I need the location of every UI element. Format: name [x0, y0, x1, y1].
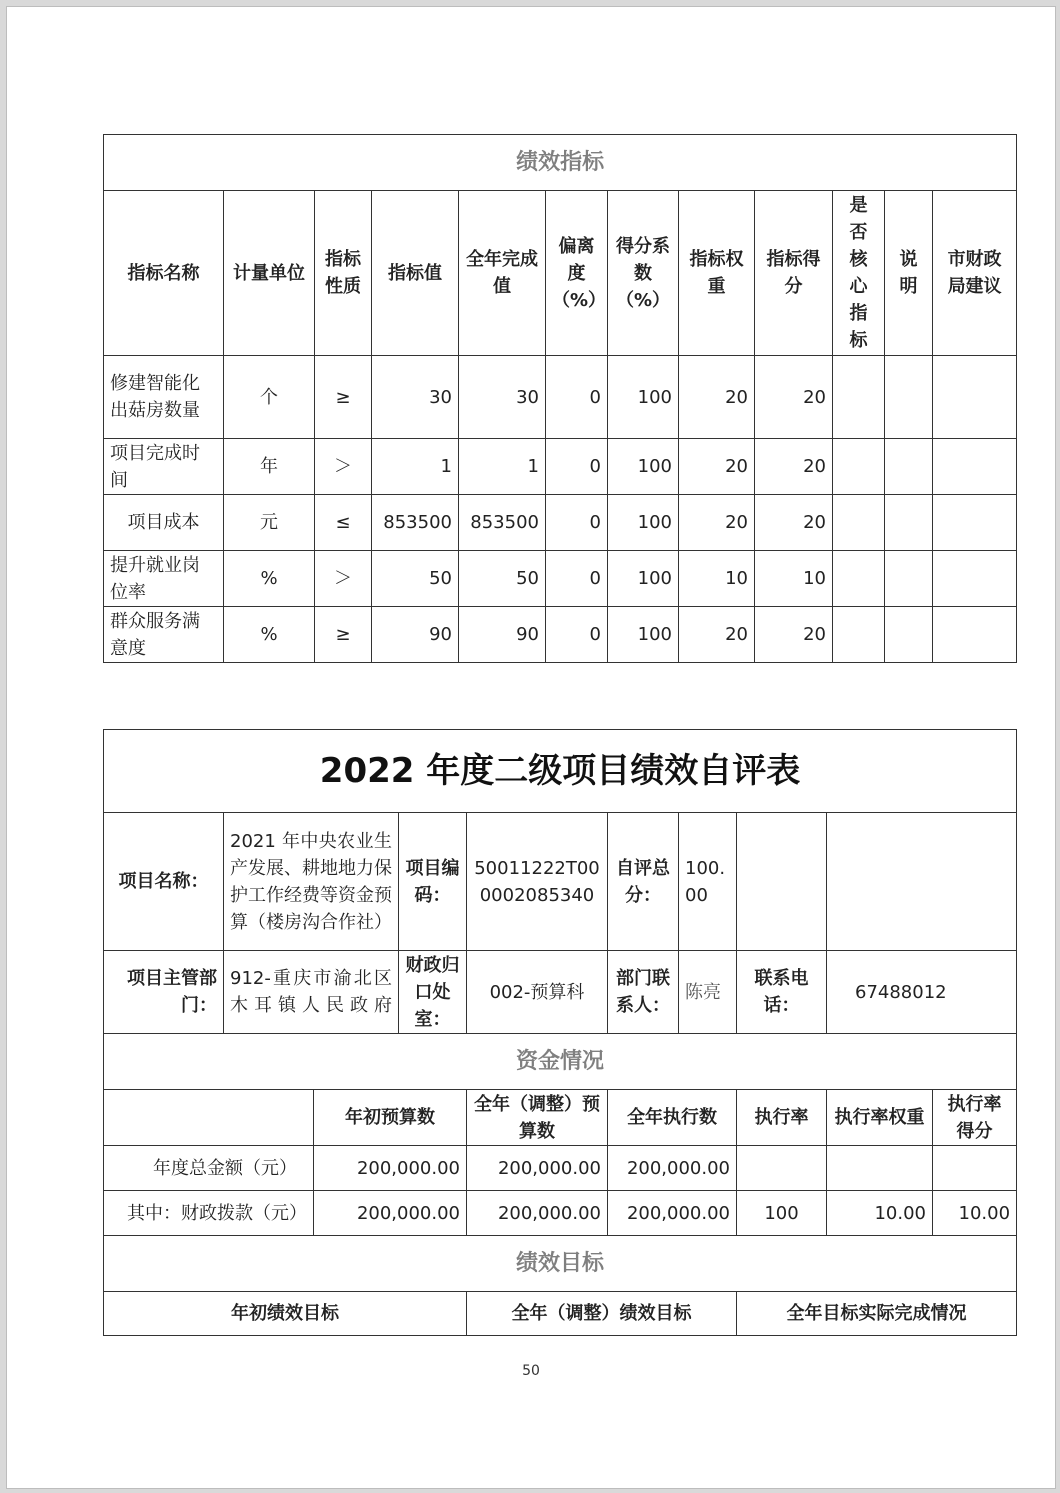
phone-value: 67488012	[827, 951, 1017, 1034]
self-evaluation-table	[103, 729, 1017, 1336]
indicator-deviation: 0	[546, 356, 608, 439]
self-score-label: 自评总分：	[608, 813, 679, 951]
header-note: 说明	[885, 191, 933, 356]
header-is-core: 是否核心指标	[833, 191, 885, 356]
indicator-nature: ＞	[315, 551, 372, 607]
header-weight: 指标权重	[679, 191, 755, 356]
goals-header-row	[104, 1292, 1017, 1336]
header-adjusted-goal: 全年（调整）绩效目标	[467, 1292, 737, 1336]
indicator-coefficient: 100	[608, 607, 679, 663]
indicator-target: 1	[372, 439, 459, 495]
table-row	[104, 495, 1017, 551]
indicator-nature: ≥	[315, 607, 372, 663]
indicator-weight: 10	[679, 551, 755, 607]
indicator-deviation: 0	[546, 551, 608, 607]
indicator-name: 修建智能化出菇房数量	[104, 356, 224, 439]
funds-row-label: 其中：财政拨款（元）	[104, 1191, 314, 1236]
empty-cell	[104, 1090, 314, 1146]
indicator-note	[885, 439, 933, 495]
indicator-is-core	[833, 439, 885, 495]
funds-rate: 100	[737, 1191, 827, 1236]
indicator-header-row	[104, 191, 1017, 356]
table-row	[104, 1146, 1017, 1191]
header-executed: 全年执行数	[608, 1090, 737, 1146]
contact-person-label: 部门联系人：	[608, 951, 679, 1034]
funds-initial: 200,000.00	[314, 1191, 467, 1236]
indicator-actual: 50	[459, 551, 546, 607]
goals-section-title: 绩效目标	[104, 1236, 1017, 1292]
header-unit: 计量单位	[224, 191, 315, 356]
indicator-score: 20	[755, 607, 833, 663]
indicator-suggestion	[933, 356, 1017, 439]
table-row	[104, 607, 1017, 663]
indicator-target: 90	[372, 607, 459, 663]
indicator-unit: 个	[224, 356, 315, 439]
table-row	[104, 356, 1017, 439]
project-name-value: 2021 年中央农业生产发展、耕地地力保护工作经费等资金预算（楼房沟合作社）	[224, 813, 399, 951]
funds-adjusted: 200,000.00	[467, 1146, 608, 1191]
finance-office-value: 002-预算科	[467, 951, 608, 1034]
header-coefficient: 得分系数（%）	[608, 191, 679, 356]
funds-weight: 10.00	[827, 1191, 933, 1236]
project-name-label: 项目名称：	[104, 813, 224, 951]
header-nature: 指标性质	[315, 191, 372, 356]
empty-cell	[827, 813, 1017, 951]
indicator-score: 10	[755, 551, 833, 607]
indicator-name: 提升就业岗位率	[104, 551, 224, 607]
indicator-is-core	[833, 356, 885, 439]
funds-rate	[737, 1146, 827, 1191]
indicator-unit: %	[224, 551, 315, 607]
project-code-value: 50011222T000002085340	[467, 813, 608, 951]
header-initial-goal: 年初绩效目标	[104, 1292, 467, 1336]
header-initial-budget: 年初预算数	[314, 1090, 467, 1146]
indicator-nature: ≥	[315, 356, 372, 439]
indicator-name: 项目成本	[104, 495, 224, 551]
indicator-actual: 30	[459, 356, 546, 439]
department-label: 项目主管部门：	[104, 951, 224, 1034]
indicator-weight: 20	[679, 439, 755, 495]
performance-indicator-table	[103, 134, 1017, 663]
funds-score	[933, 1146, 1017, 1191]
header-indicator-name: 指标名称	[104, 191, 224, 356]
indicator-is-core	[833, 607, 885, 663]
empty-cell	[737, 813, 827, 951]
indicator-coefficient: 100	[608, 356, 679, 439]
indicator-target: 50	[372, 551, 459, 607]
department-value: 912-重庆市渝北区木耳镇人民政府	[224, 951, 399, 1034]
indicator-score: 20	[755, 495, 833, 551]
form-title: 2022 年度二级项目绩效自评表	[104, 730, 1017, 813]
indicator-unit: %	[224, 607, 315, 663]
self-score-value: 100.00	[679, 813, 737, 951]
header-suggestion: 市财政局建议	[933, 191, 1017, 356]
department-info-row	[104, 951, 1017, 1034]
indicator-is-core	[833, 495, 885, 551]
indicator-deviation: 0	[546, 495, 608, 551]
indicator-actual: 853500	[459, 495, 546, 551]
funds-weight	[827, 1146, 933, 1191]
indicator-is-core	[833, 551, 885, 607]
indicator-actual: 1	[459, 439, 546, 495]
header-goal-completion: 全年目标实际完成情况	[737, 1292, 1017, 1336]
indicator-name: 项目完成时间	[104, 439, 224, 495]
funds-score: 10.00	[933, 1191, 1017, 1236]
header-target: 指标值	[372, 191, 459, 356]
indicator-deviation: 0	[546, 607, 608, 663]
funds-header-row	[104, 1090, 1017, 1146]
indicator-actual: 90	[459, 607, 546, 663]
indicator-coefficient: 100	[608, 551, 679, 607]
funds-executed: 200,000.00	[608, 1146, 737, 1191]
header-execution-rate: 执行率	[737, 1090, 827, 1146]
header-score: 指标得分	[755, 191, 833, 356]
indicator-coefficient: 100	[608, 439, 679, 495]
indicator-note	[885, 356, 933, 439]
funds-adjusted: 200,000.00	[467, 1191, 608, 1236]
funds-section-title: 资金情况	[104, 1034, 1017, 1090]
table-row	[104, 439, 1017, 495]
header-actual: 全年完成值	[459, 191, 546, 356]
indicator-deviation: 0	[546, 439, 608, 495]
document-page	[6, 6, 1056, 1489]
indicator-note	[885, 551, 933, 607]
table-row	[104, 551, 1017, 607]
header-adjusted-budget: 全年（调整）预算数	[467, 1090, 608, 1146]
indicator-target: 30	[372, 356, 459, 439]
header-execution-weight: 执行率权重	[827, 1090, 933, 1146]
indicator-suggestion	[933, 495, 1017, 551]
indicator-suggestion	[933, 439, 1017, 495]
indicator-nature: ＞	[315, 439, 372, 495]
indicator-unit: 元	[224, 495, 315, 551]
project-code-label: 项目编码：	[399, 813, 467, 951]
indicator-weight: 20	[679, 495, 755, 551]
page-number: 50	[522, 1363, 540, 1379]
indicator-name: 群众服务满意度	[104, 607, 224, 663]
header-execution-score: 执行率得分	[933, 1090, 1017, 1146]
table-row	[104, 1191, 1017, 1236]
indicator-nature: ≤	[315, 495, 372, 551]
header-deviation: 偏离度（%）	[546, 191, 608, 356]
finance-office-label: 财政归口处室：	[399, 951, 467, 1034]
funds-initial: 200,000.00	[314, 1146, 467, 1191]
indicator-unit: 年	[224, 439, 315, 495]
indicator-suggestion	[933, 607, 1017, 663]
indicator-section-title: 绩效指标	[104, 135, 1017, 191]
indicator-weight: 20	[679, 356, 755, 439]
indicator-weight: 20	[679, 607, 755, 663]
project-info-row	[104, 813, 1017, 951]
phone-label: 联系电话：	[737, 951, 827, 1034]
contact-person-value: 陈亮	[679, 951, 737, 1034]
indicator-coefficient: 100	[608, 495, 679, 551]
indicator-note	[885, 495, 933, 551]
indicator-score: 20	[755, 356, 833, 439]
indicator-target: 853500	[372, 495, 459, 551]
indicator-note	[885, 607, 933, 663]
funds-row-label: 年度总金额（元）	[104, 1146, 314, 1191]
indicator-suggestion	[933, 551, 1017, 607]
indicator-score: 20	[755, 439, 833, 495]
funds-executed: 200,000.00	[608, 1191, 737, 1236]
